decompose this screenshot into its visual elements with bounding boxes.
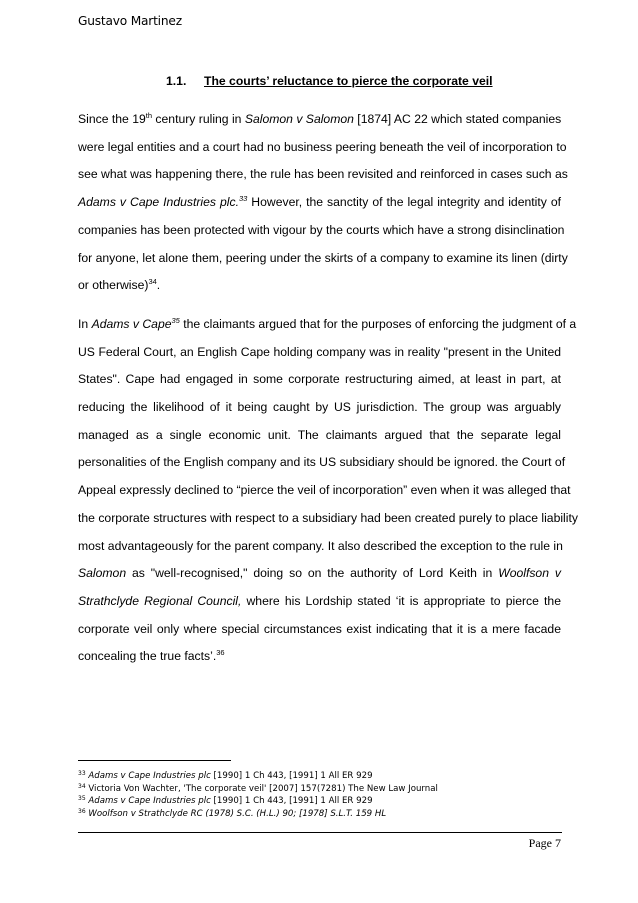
footnote-ref: 35 xyxy=(171,315,180,325)
text-line: US Federal Court, an English Cape holding company was in reality "present in the United xyxy=(78,344,561,359)
text-line: companies has been protected with vigour by the courts which have a strong disinclination xyxy=(78,222,565,237)
footnote-ref: 33 xyxy=(238,194,248,204)
footnote-separator xyxy=(78,760,231,761)
footnote: $^{35}$ Adams v Cape Industries plc [1990] 1 Ch 443, [1991] 1 All ER 929 xyxy=(78,795,373,807)
footer-rule xyxy=(78,832,562,833)
paragraph-1 xyxy=(78,106,568,300)
text-line: or otherwise)$^{34}$. xyxy=(78,277,161,293)
text-line: for anyone, let alone them, peering under the skirts of a company to examine its linen (dirty xyxy=(78,250,568,265)
case-name: Adams v Cape Industries plc. xyxy=(78,195,239,210)
text-line: managed as a single economic unit. The claimants argued that the separate legal xyxy=(78,427,561,442)
text-line: reducing the likelihood of it being caught by US jurisdiction. The group was arguably xyxy=(78,400,561,415)
text-line: most advantageously for the parent company. It also described the exception to the rule in xyxy=(78,538,563,553)
section-title: The courts’ reluctance to pierce the corporate veil xyxy=(204,74,493,88)
text-line: Since the 19th century ruling in Salomon v Salomon [1874] AC 22 which stated companies xyxy=(78,111,562,126)
text-line: concealing the true facts’.$^{36}$ xyxy=(78,648,225,664)
case-name: Adams v Cape xyxy=(91,316,172,331)
text-line: see what was happening there, the rule has been revisited and reinforced in cases such as xyxy=(78,167,568,182)
case-name: Woolfson v xyxy=(498,566,561,581)
footnote-ref: 36 xyxy=(216,648,225,658)
footnotes xyxy=(78,770,558,820)
body-text xyxy=(78,106,578,682)
text-line: Salomon as "well-recognised," doing so on the authority of Lord Keith in Woolfson v xyxy=(78,566,561,581)
text-line: Appeal expressly declined to “pierce the veil of incorporation” even when it was alleged that xyxy=(78,483,571,498)
page-number: Page 7 xyxy=(528,836,561,850)
footnote-ref: 34 xyxy=(148,277,157,287)
text-line: the corporate structures with respect to a subsidiary had been created purely to place liability xyxy=(78,510,578,525)
case-name: Strathclyde Regional Council, xyxy=(78,593,242,608)
text-line: were legal entities and a court had no business peering beneath the veil of incorporation to xyxy=(78,139,567,154)
paragraph-2 xyxy=(78,311,578,671)
footnote: $^{36}$ Woolfson v Strathclyde RC (1978) S.C. (H.L.) 90; [1978] S.L.T. 159 HL xyxy=(78,807,387,819)
footnote: $^{33}$ Adams v Cape Industries plc [1990] 1 Ch 443, [1991] 1 All ER 929 xyxy=(78,770,373,781)
text-line: Strathclyde Regional Council, where his Lordship stated ‘it is appropriate to pierce the xyxy=(78,593,561,608)
section-heading xyxy=(166,74,493,88)
text-line: In Adams v Cape$^{35}$ the claimants argued that for the purposes of enforcing the judgment of a xyxy=(78,315,577,331)
text-line: corporate veil only where special circumstances exist indicating that it is a mere facade xyxy=(78,621,561,636)
case-name: Salomon v Salomon xyxy=(244,112,354,126)
text-line: States". Cape had engaged in some corporate restructuring aimed, at least in part, at xyxy=(78,372,561,387)
section-number: 1.1. xyxy=(166,74,187,88)
text-line: Adams v Cape Industries plc.$^{33}$ However, the sanctity of the legal integrity and identity of xyxy=(78,194,561,210)
case-name: Salomon xyxy=(78,566,127,581)
footnote: $^{34}$ Victoria Von Wachter, 'The corporate veil' [2007] 157(7281) The New Law Journal xyxy=(78,782,438,794)
text-line: personalities of the English company and its US subsidiary should be ignored. the Court of xyxy=(78,455,566,470)
running-header-author: Gustavo Martinez xyxy=(78,14,182,28)
